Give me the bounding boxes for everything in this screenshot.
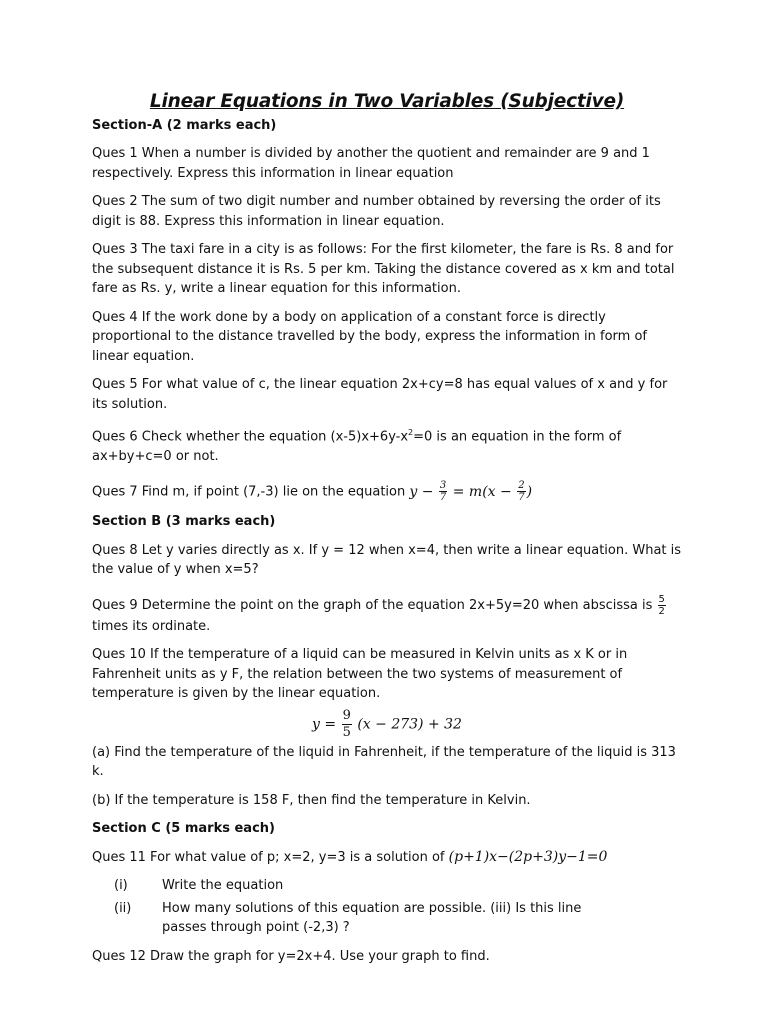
question-8: Ques 8 Let y varies directly as x. If y = 12 when x=4, then write a linear equation. What is the value of y when x=5?	[92, 542, 682, 578]
question-2: Ques 2 The sum of two digit number and number obtained by reversing the order of its digit is 88. Express this information in linear equation.	[92, 194, 661, 229]
q9-numerator: 5	[658, 593, 665, 605]
question-10-equation	[92, 708, 682, 741]
question-11-text: Ques 11 For what value of p; x=2, y=3 is a solution of	[92, 849, 445, 865]
question-1: Ques 1 When a number is divided by another the quotient and remainder are 9 and 1 respectively. Express this information in linear equation	[92, 146, 650, 181]
document-page	[92, 92, 682, 975]
question-5: Ques 5 For what value of c, the linear equation 2x+cy=8 has equal values of x and y for its solution.	[92, 377, 668, 412]
eq7-frac2-denominator: 7	[518, 492, 525, 504]
question-12: Ques 12 Draw the graph for y=2x+4. Use your graph to find.	[92, 948, 490, 964]
subitem-text: Write the equation	[162, 878, 284, 894]
eq7-frac1-numerator: 3	[439, 480, 447, 492]
question-6-exponent: 2	[408, 428, 414, 437]
question-6-text-start: Ques 6 Check whether the equation (x-5)x+6y-x	[92, 429, 409, 445]
eq7-part-b: = m(x −	[452, 483, 512, 500]
section-b-heading: Section B (3 marks each)	[92, 514, 276, 530]
question-10-part-b: (b) If the temperature is 158 F, then find the temperature in Kelvin.	[92, 792, 531, 808]
subitem-text: How many solutions of this equation are possible. (iii) Is this line passes through point (-2,3) ?	[162, 900, 582, 936]
question-7-equation	[409, 480, 533, 504]
eq7-frac2-numerator: 2	[518, 480, 525, 492]
eq7-part-c: )	[526, 483, 533, 500]
section-a-heading: Section-A (2 marks each)	[92, 117, 277, 133]
eq10-part-b: (x − 273) + 32	[357, 716, 462, 733]
section-c-heading: Section C (5 marks each)	[92, 821, 275, 837]
eq7-fraction-1	[439, 480, 447, 503]
question-10-part-a: (a) Find the temperature of the liquid in Fahrenheit, if the temperature of the liquid is 313 k.	[92, 744, 676, 780]
question-10: Ques 10 If the temperature of a liquid can be measured in Kelvin units as x K or in Fahrenheit units as y F, the relation between the two systems of measurement of temperature is given by the linear equation.	[92, 647, 628, 702]
question-3: Ques 3 The taxi fare in a city is as follows: For the first kilometer, the fare is Rs. 8 and for the subsequent distance it is Rs. 5 per km. Taking the distance covered as x km and total fare as Rs. y, write a linear equation for this information.	[92, 242, 675, 296]
eq7-frac1-denominator: 7	[439, 492, 447, 504]
eq10-numerator: 9	[342, 707, 351, 723]
question-6	[92, 423, 682, 466]
eq10-fraction	[342, 708, 352, 741]
question-7-text: Ques 7 Find m, if point (7,-3) lie on the equation	[92, 484, 406, 500]
eq10-denominator: 5	[342, 724, 351, 740]
question-11-equation: (p+1)x−(2p+3)y−1=0	[448, 848, 608, 865]
eq7-fraction-2	[517, 480, 525, 503]
question-9-fraction	[658, 594, 666, 617]
question-4: Ques 4 If the work done by a body on application of a constant force is directly proportional to the distance travelled by the body, express the information in form of linear equation.	[92, 309, 647, 364]
document-title: Linear Equations in Two Variables (Subjective)	[149, 91, 625, 112]
question-11-subitems	[114, 876, 682, 938]
question-11	[92, 848, 682, 868]
subitem-label: (ii)	[114, 900, 132, 916]
question-6-text-end: =0 is an equation in the form of ax+by+c=0 or not.	[92, 429, 622, 464]
question-9-text-start: Ques 9 Determine the point on the graph of the equation 2x+5y=20 when abscissa is	[92, 597, 653, 613]
question-9-text-end: times its ordinate.	[92, 618, 211, 634]
q9-denominator: 2	[658, 605, 665, 617]
question-7	[92, 480, 682, 503]
subitem-label: (i)	[114, 878, 128, 894]
question-9	[92, 594, 682, 637]
list-item	[114, 899, 682, 938]
list-item	[114, 876, 682, 896]
eq10-part-a: y =	[312, 716, 337, 733]
eq7-part-a: y −	[409, 483, 434, 500]
